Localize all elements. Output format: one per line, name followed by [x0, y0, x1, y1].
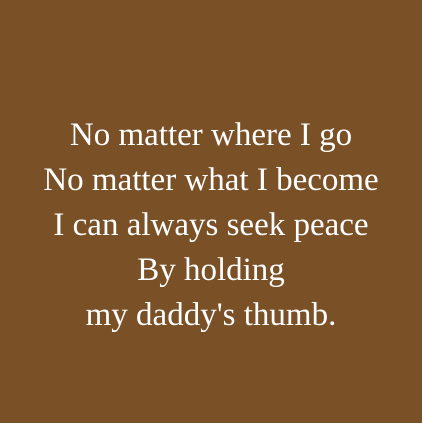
quote-line-4: By holding	[137, 252, 285, 288]
quote-line-1: No matter where I go	[69, 117, 353, 153]
quote-text	[0, 113, 422, 338]
quote-line-3: I can always seek peace	[53, 207, 369, 243]
quote-line-2: No matter what I become	[43, 162, 379, 198]
quote-line-5: my daddy's thumb.	[85, 297, 337, 333]
